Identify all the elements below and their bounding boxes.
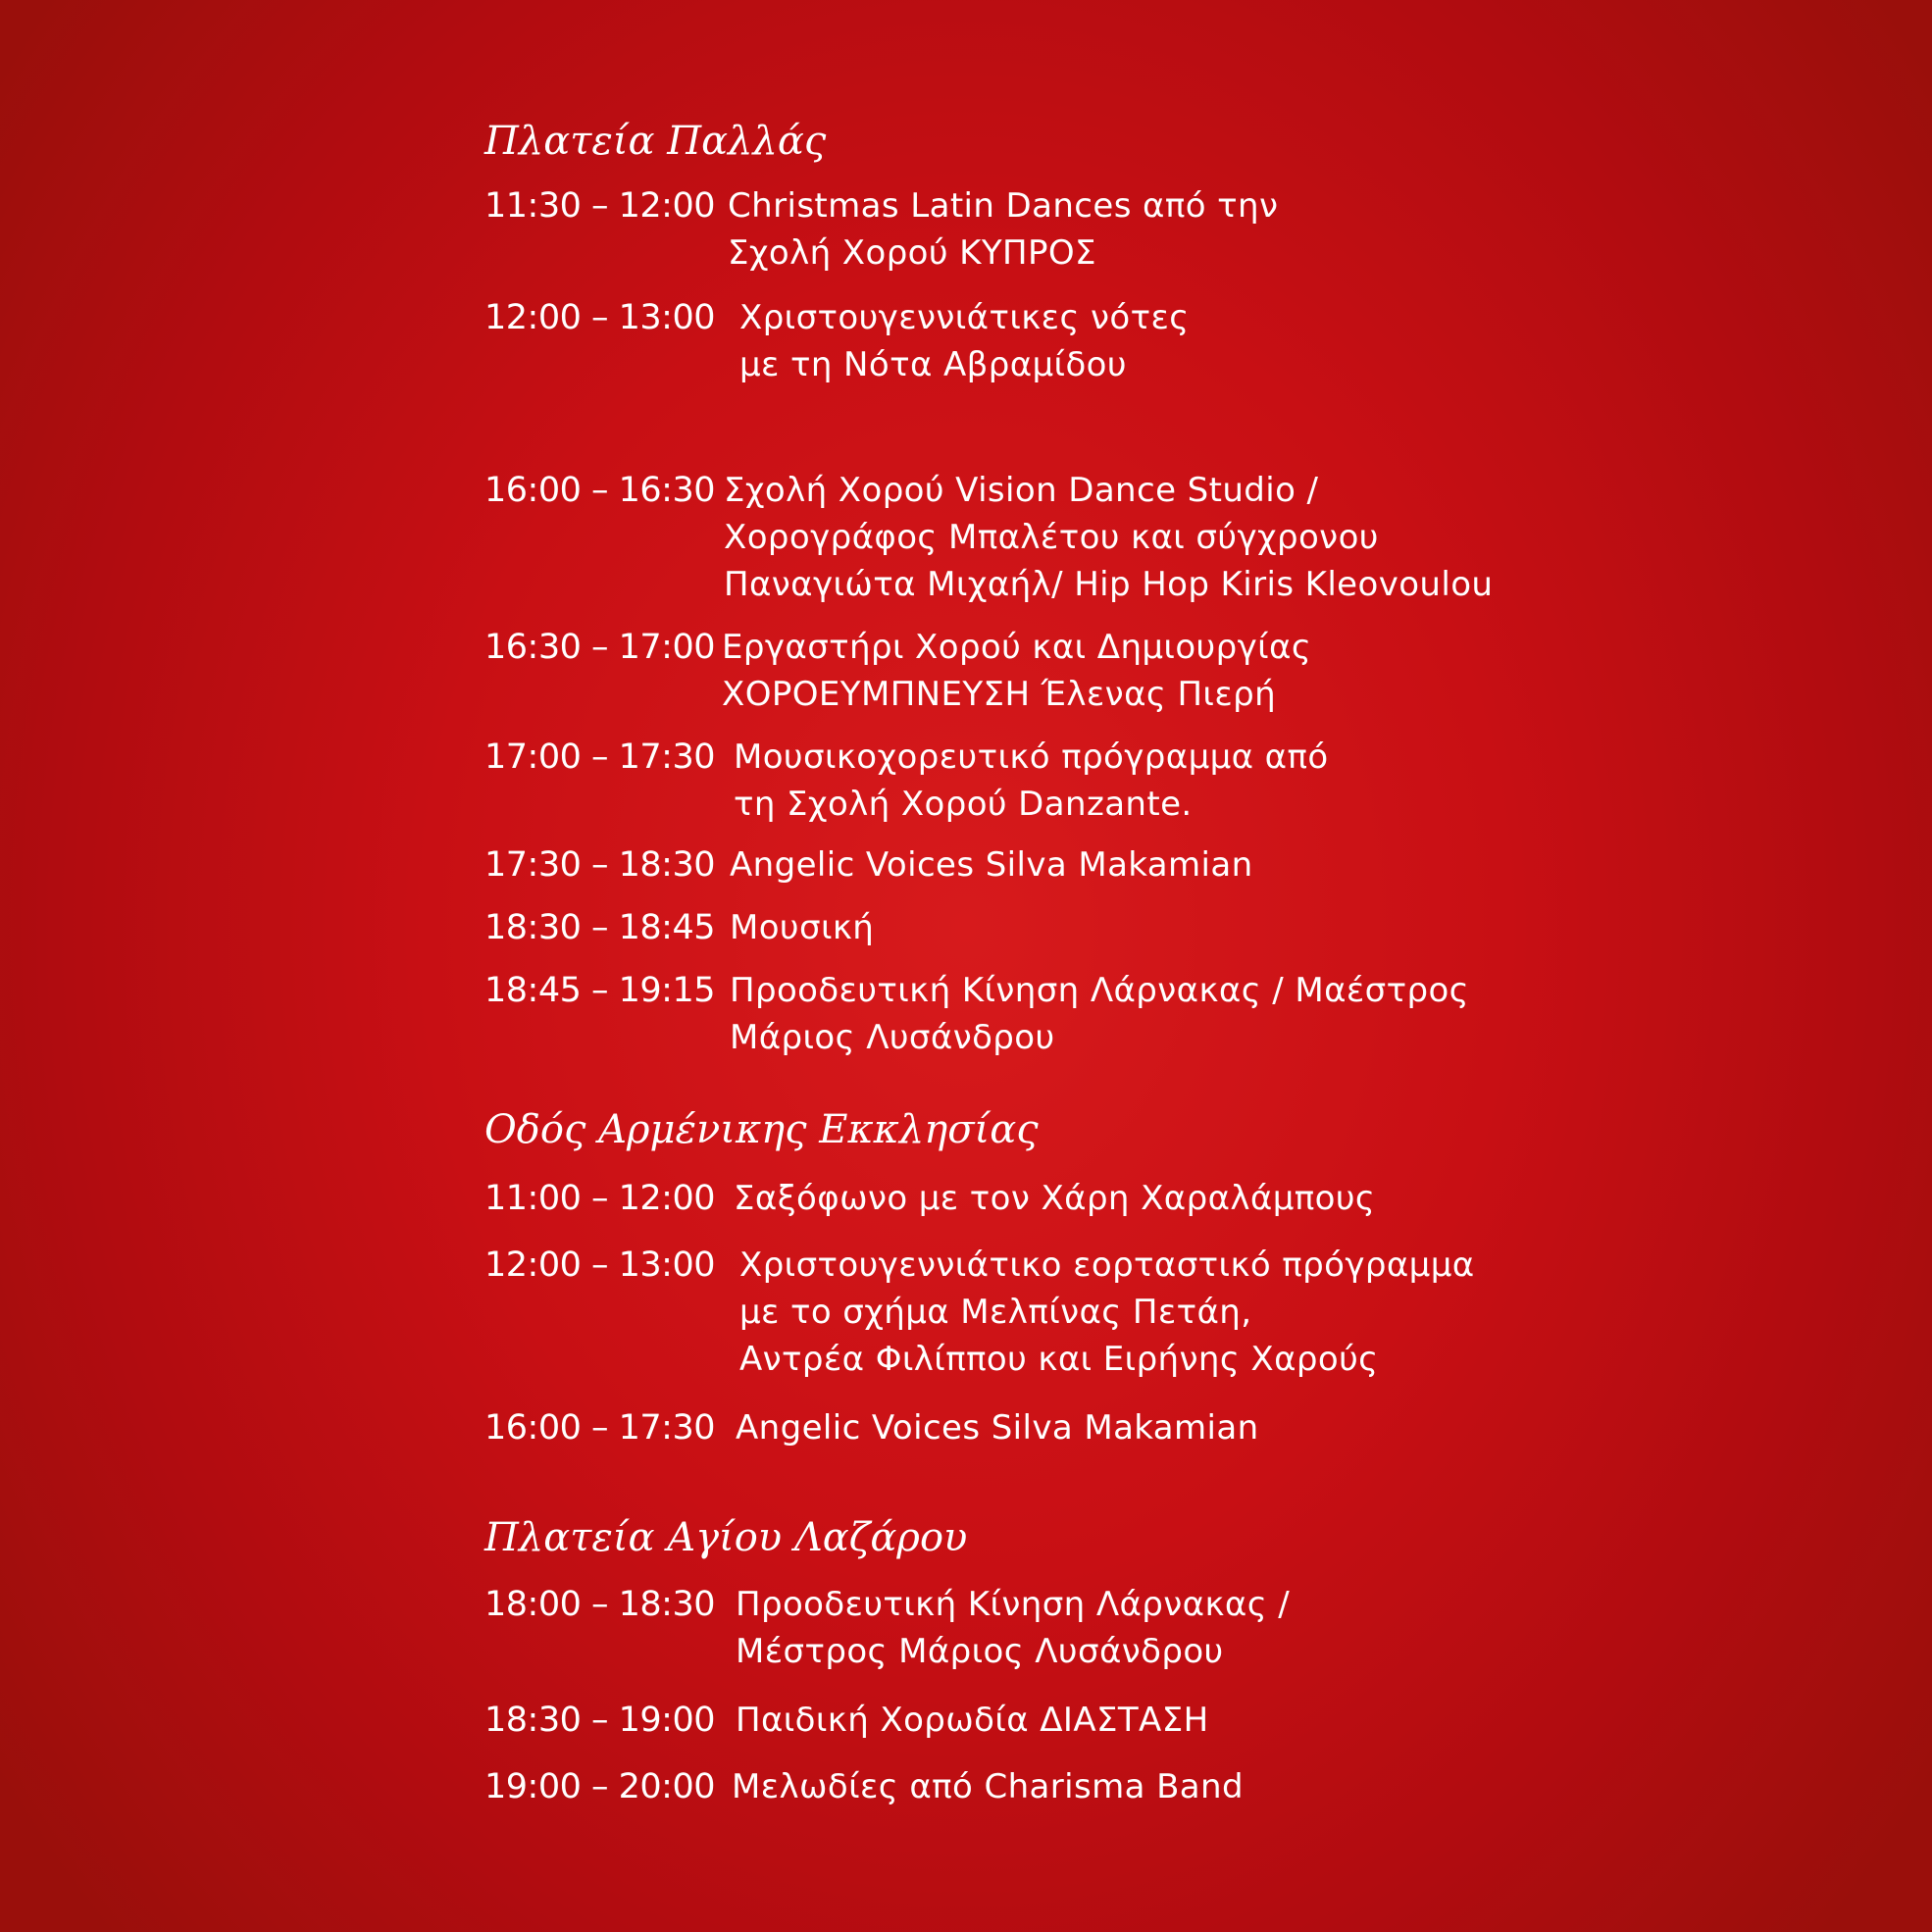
entry-description: [739, 294, 1190, 388]
entry-description-line: Christmas Latin Dances από την: [728, 186, 1279, 226]
entry-description-line: με το σχήμα Μελπίνας Πετάη,: [739, 1293, 1252, 1332]
entry-time: 19:00 – 20:00: [484, 1767, 715, 1806]
entry-description-line: ΧΟΡΟΕΥΜΠΝΕΥΣΗ Έλενας Πιερή: [722, 675, 1277, 714]
entry-description: [730, 904, 874, 951]
section-heading-platia-agiou-lazarou: Πλατεία Αγίου Λαζάρου: [484, 1515, 968, 1560]
entry-description: [730, 967, 1469, 1061]
entry-time: 18:30 – 18:45: [484, 908, 715, 947]
entry-description-line: Αντρέα Φιλίππου και Ειρήνης Χαρούς: [739, 1340, 1379, 1379]
entry-time: 16:30 – 17:00: [484, 628, 715, 667]
entry-time: 12:00 – 13:00: [484, 1246, 715, 1285]
entry-description-line: Χριστουγεννιάτικες νότες: [739, 298, 1190, 337]
entry-description-line: με τη Νότα Αβραμίδου: [739, 345, 1127, 384]
entry-description-line: Σαξόφωνο με τον Χάρη Χαραλάμπους: [734, 1179, 1376, 1218]
entry-description-line: Χριστουγεννιάτικο εορταστικό πρόγραμμα: [739, 1246, 1475, 1285]
entry-description-line: Προοδευτική Κίνηση Λάρνακας /: [736, 1585, 1291, 1624]
entry-description-line: Προοδευτική Κίνηση Λάρνακας / Μαέστρος: [730, 971, 1470, 1010]
entry-description: [736, 1581, 1290, 1675]
entry-time: 11:00 – 12:00: [484, 1179, 715, 1218]
entry-description: [732, 1763, 1244, 1810]
entry-description-line: Angelic Voices Silva Makamian: [730, 845, 1253, 885]
entry-description-line: Χορογράφος Μπαλέτου και σύγχρονου: [724, 518, 1379, 557]
entry-description: [734, 1175, 1375, 1222]
entry-description-line: Μέστρος Μάριος Λυσάνδρου: [736, 1632, 1224, 1671]
entry-description-line: Μουσική: [730, 908, 875, 947]
entry-description-line: Μουσικοχορευτικό πρόγραμμα από: [734, 737, 1329, 777]
entry-description: [736, 1697, 1209, 1744]
entry-description-line: Μάριος Λυσάνδρου: [730, 1018, 1055, 1057]
entry-description: [724, 467, 1493, 608]
entry-description: [728, 182, 1278, 277]
entry-time: 16:00 – 17:30: [484, 1408, 715, 1448]
entry-time: 18:45 – 19:15: [484, 971, 715, 1010]
entry-description: [739, 1242, 1475, 1383]
entry-time: 17:30 – 18:30: [484, 845, 715, 885]
entry-description-line: Σχολή Χορού Vision Dance Studio /: [724, 471, 1319, 510]
entry-time: 17:00 – 17:30: [484, 737, 715, 777]
event-program: [484, 0, 1563, 1932]
entry-description: [734, 734, 1329, 828]
entry-description-line: τη Σχολή Χορού Danzante.: [734, 785, 1193, 824]
entry-time: 18:30 – 19:00: [484, 1701, 715, 1740]
entry-description-line: Σχολή Χορού ΚΥΠΡΟΣ: [728, 233, 1096, 273]
entry-time: 11:30 – 12:00: [484, 186, 715, 226]
section-heading-platia-pallas: Πλατεία Παλλάς: [484, 119, 827, 164]
entry-time: 16:00 – 16:30: [484, 471, 715, 510]
entry-description-line: Παιδική Χορωδία ΔΙΑΣΤΑΣΗ: [736, 1701, 1209, 1740]
entry-description: [722, 624, 1311, 718]
entry-description: [730, 841, 1253, 889]
section-heading-odos-armenikis-ekklisias: Οδός Αρμένικης Εκκλησίας: [484, 1107, 1039, 1152]
entry-description: [736, 1404, 1259, 1451]
entry-time: 18:00 – 18:30: [484, 1585, 715, 1624]
entry-description-line: Παναγιώτα Μιχαήλ/ Hip Hop Kiris Kleovoulou: [724, 565, 1494, 604]
entry-description-line: Angelic Voices Silva Makamian: [736, 1408, 1259, 1448]
entry-time: 12:00 – 13:00: [484, 298, 715, 337]
entry-description-line: Μελωδίες από Charisma Band: [732, 1767, 1244, 1806]
entry-description-line: Εργαστήρι Χορού και Δημιουργίας: [722, 628, 1312, 667]
